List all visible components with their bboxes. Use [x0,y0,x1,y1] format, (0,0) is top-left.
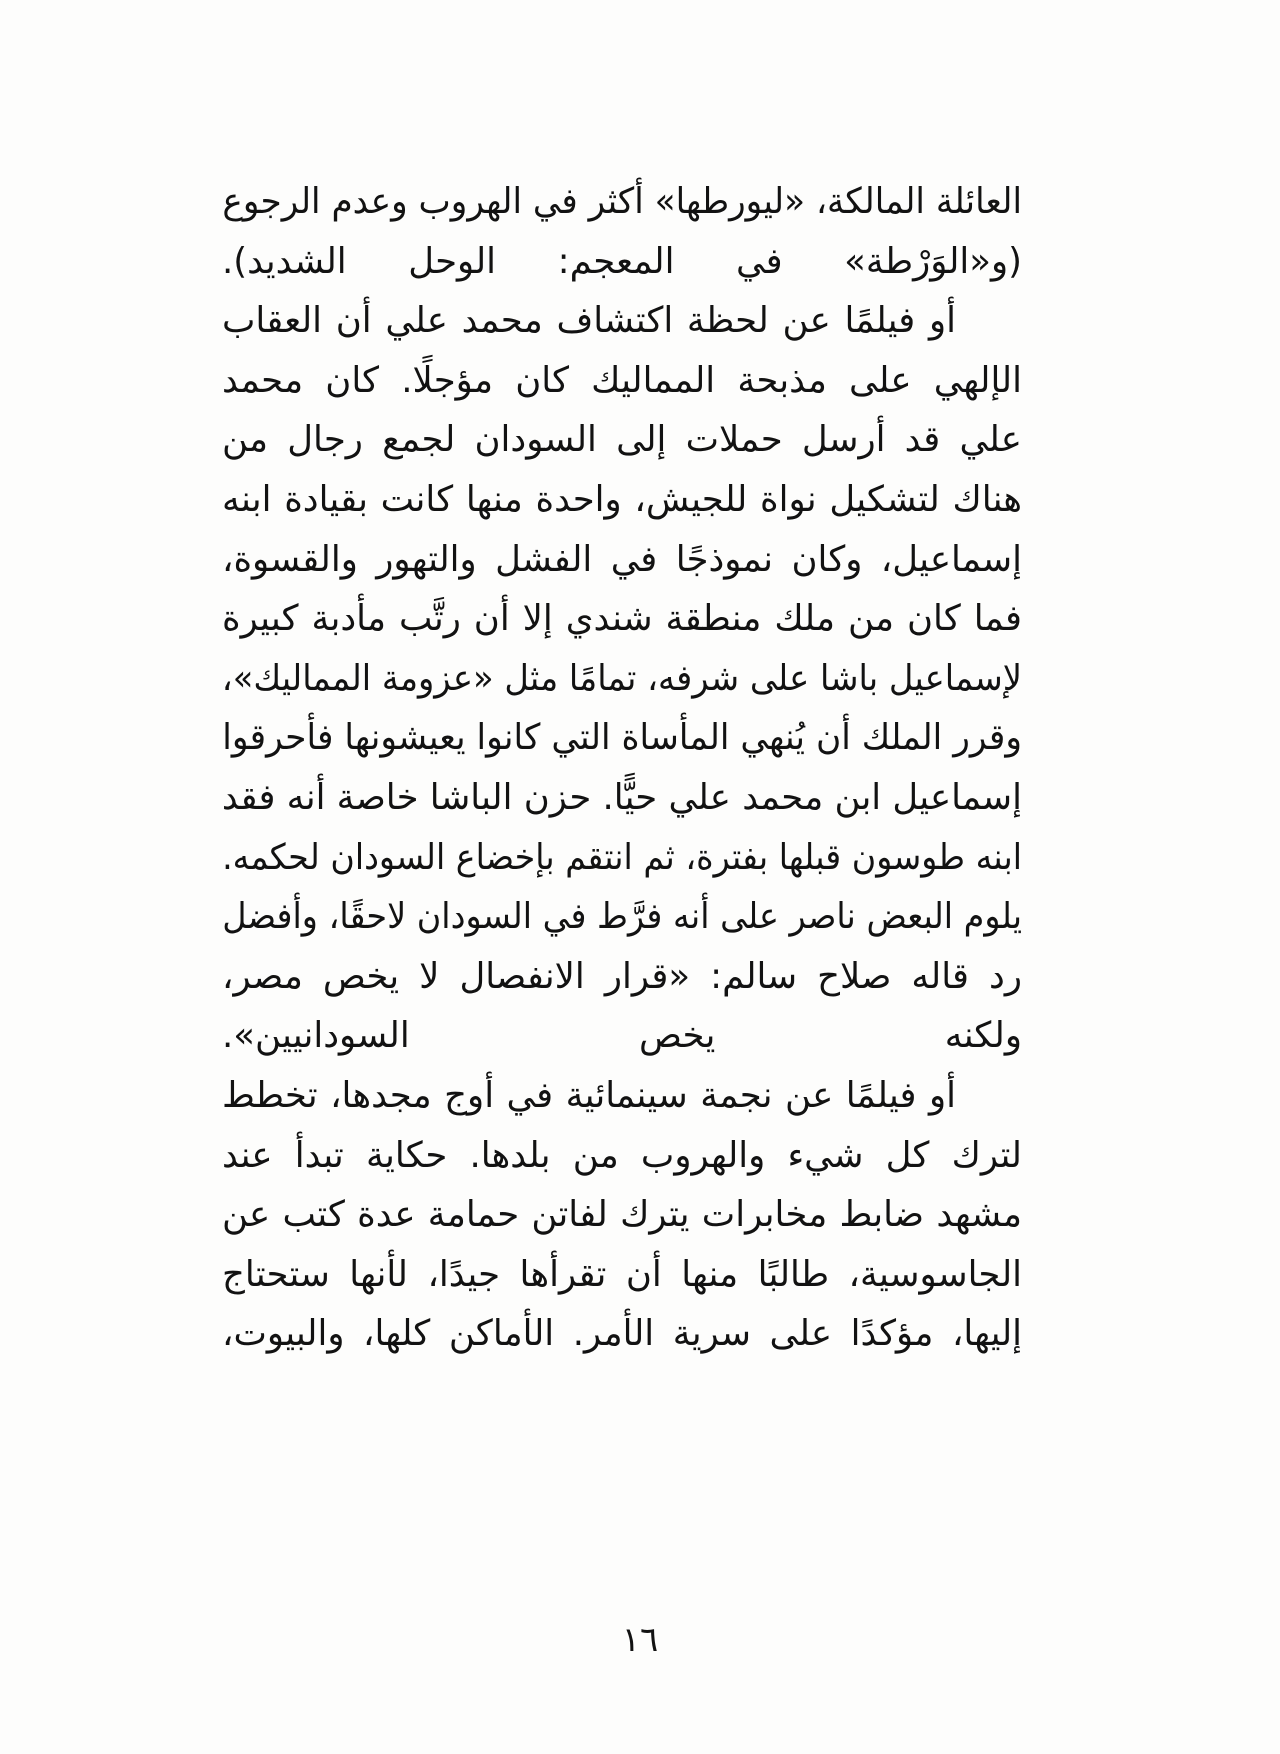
text-line-indented [222,1066,1022,1126]
text-line: إسماعيل ابن محمد علي حيًّا. حزن الباشا خاصة أنه فقد [221,776,1022,818]
text-line-content: أو فيلمًا عن لحظة اكتشاف محمد علي أن العقاب [222,300,956,342]
text-line: فما كان من ملك منطقة شندي إلا أن رتَّب مأدبة كبيرة [222,598,1022,640]
text-line: ابنه طوسون قبلها بفترة، ثم انتقم بإخضاع السودان لحكمه. [222,836,1023,878]
text-line-content: أو فيلمًا عن نجمة سينمائية في أوج مجدها، تخطط [222,1074,956,1116]
text-line: العائلة المالكة، «ليورطها» أكثر في الهروب وعدم الرجوع [222,181,1023,222]
text-line: مشهد ضابط مخابرات يترك لفاتن حمامة عدة كتب عن [222,1194,1022,1236]
text-line: رد قاله صلاح سالم: «قرار الانفصال لا يخص مصر، [222,955,1022,997]
paragraph-2 [222,291,1022,1066]
text-line: وقرر الملك أن يُنهي المأساة التي كانوا يعيشونها فأحرقوا [222,717,1022,759]
paragraph-1 [222,172,1022,291]
text-line: هناك لتشكيل نواة للجيش، واحدة منها كانت بقيادة ابنه [222,478,1022,520]
text-line: لإسماعيل باشا على شرفه، تمامًا مثل «عزومة المماليك»، [221,657,1022,699]
text-line: (و«الوَرْطة» في المعجم: الوحل الشديد). [222,240,1022,282]
text-line: يلوم البعض ناصر على أنه فرَّط في السودان لاحقًا، وأفضل [222,896,1022,938]
text-line: إسماعيل، وكان نموذجًا في الفشل والتهور والقسوة، [222,538,1022,580]
text-line: الجاسوسية، طالبًا منها أن تقرأها جيدًا، لأنها ستحتاج [222,1253,1022,1295]
text-line: الإلهي على مذبحة المماليك كان مؤجلًا. كان محمد [222,359,1022,401]
text-line: إليها، مؤكدًا على سرية الأمر. الأماكن كلها، والبيوت، [222,1313,1022,1355]
page-number: ١٦ [621,1620,659,1660]
paragraph-3 [222,1066,1022,1364]
page-text-body [222,172,1022,1364]
text-line: علي قد أرسل حملات إلى السودان لجمع رجال من [222,419,1022,461]
text-line: ولكنه يخص السودانيين». [222,1015,1022,1057]
text-line: لترك كل شيء والهروب من بلدها. حكاية تبدأ عند [222,1134,1022,1176]
text-line-indented [222,291,1022,351]
